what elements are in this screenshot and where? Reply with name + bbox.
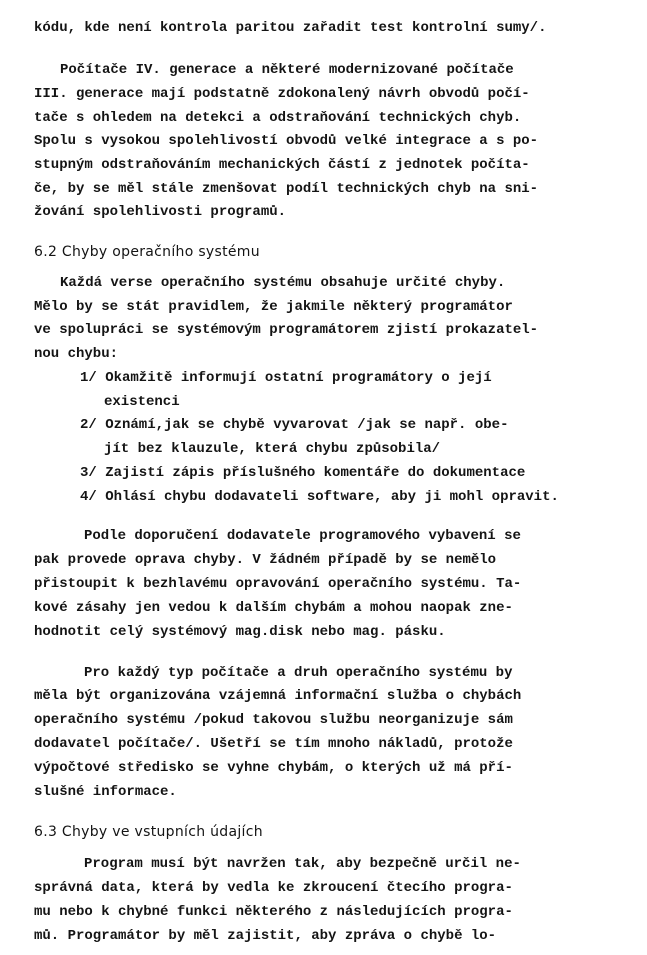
paragraph-1-line: Spolu s vysokou spolehlivostí obvodů velké integrace a s po- (34, 133, 539, 149)
paragraph-1-line: če, by se měl stále zmenšovat podíl technických chyb na sni- (34, 181, 539, 197)
paragraph-4-line: operačního systému /pokud takovou službu neorganizuje sám (34, 712, 513, 728)
paragraph-1-line: stupným odstraňováním mechanických částí z jednotek počíta- (34, 157, 530, 173)
paragraph-4-line: výpočtové středisko se vyhne chybám, o kterých už má pří- (34, 760, 513, 776)
paragraph-3-line: Podle doporučení dodavatele programového vybavení se (84, 528, 521, 544)
paragraph-2-line: nou chybu: (34, 346, 119, 362)
paragraph-2-line: Každá verse operačního systému obsahuje určité chyby. (60, 275, 506, 291)
paragraph-2-line: Mělo by se stát pravidlem, že jakmile některý programátor (34, 299, 513, 315)
paragraph-1-line: Počítače IV. generace a některé modernizované počítače (60, 62, 514, 78)
paragraph-1-line: III. generace mají podstatně zdokonalený návrh obvodů počí- (34, 86, 530, 102)
section-heading-6-3: 6.3 Chyby ve vstupních údajích (34, 824, 263, 840)
list-item-1-continuation: existenci (104, 394, 180, 410)
paragraph-1-line: žování spolehlivosti programů. (34, 204, 287, 220)
paragraph-5-line: Program musí být navržen tak, aby bezpečně určil ne- (84, 856, 521, 872)
paragraph-5-line: správná data, která by vedla ke zkroucení čtecího progra- (34, 880, 513, 896)
paragraph-3-line: hodnotit celý systémový mag.disk nebo mag. pásku. (34, 624, 446, 640)
continuation-line: kódu, kde není kontrola paritou zařadit test kontrolní sumy/. (34, 20, 547, 36)
paragraph-3-line: přistoupit k bezhlavému opravování operačního systému. Ta- (34, 576, 522, 592)
paragraph-5-line: mů. Programátor by měl zajistit, aby zpráva o chybě lo- (34, 928, 497, 944)
paragraph-5-line: mu nebo k chybné funkci některého z následujících progra- (34, 904, 513, 920)
paragraph-4-line: slušné informace. (34, 784, 177, 800)
list-item-2-continuation: jít bez klauzule, která chybu způsobila/ (104, 441, 441, 457)
paragraph-1-line: tače s ohledem na detekci a odstraňování technických chyb. (34, 110, 522, 126)
section-heading-6-2: 6.2 Chyby operačního systému (34, 244, 260, 260)
list-item-3: 3/ Zajistí zápis příslušného komentáře do dokumentace (80, 465, 526, 481)
paragraph-2-line: ve spolupráci se systémovým programátorem zjistí prokazatel- (34, 322, 539, 338)
list-item-4: 4/ Ohlásí chybu dodavateli software, aby ji mohl opravit. (80, 489, 559, 505)
list-item-1: 1/ Okamžitě informují ostatní programátory o její (80, 370, 492, 386)
paragraph-4-line: měla být organizována vzájemná informační služba o chybách (34, 688, 522, 704)
paragraph-3-line: pak provede oprava chyby. V žádném případě by se nemělo (34, 552, 497, 568)
paragraph-3-line: kové zásahy jen vedou k dalším chybám a mohou naopak zne- (34, 600, 513, 616)
list-item-2: 2/ Oznámí,jak se chybě vyvarovat /jak se např. obe- (80, 417, 509, 433)
paragraph-4-line: dodavatel počítače/. Ušetří se tím mnoho nákladů, protože (34, 736, 513, 752)
paragraph-4-line: Pro každý typ počítače a druh operačního systému by (84, 665, 513, 681)
